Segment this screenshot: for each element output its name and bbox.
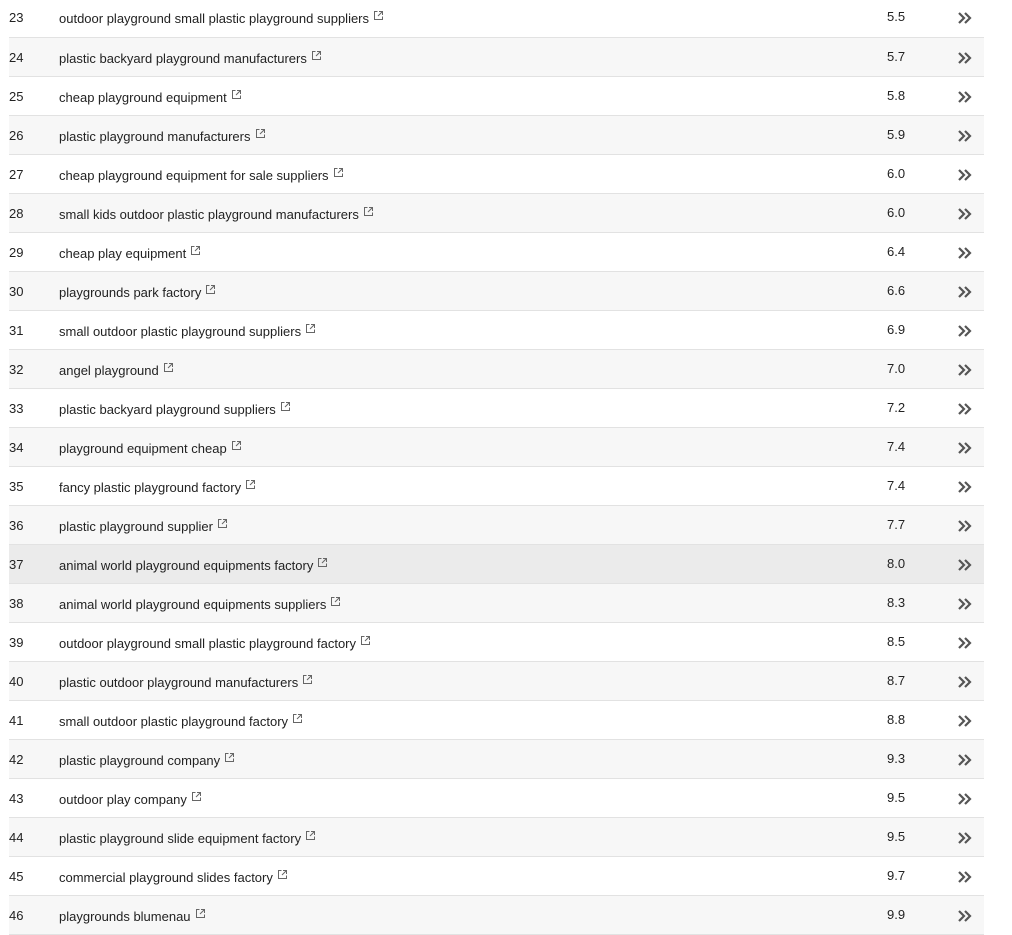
score-value: 9.7 [887,868,906,883]
double-chevron-right-icon[interactable] [957,597,973,611]
score-value: 9.5 [887,790,906,805]
keyword-text: small outdoor plastic playground suppliers [59,324,302,339]
table-row [9,155,984,194]
external-link-icon[interactable] [281,402,290,411]
keyword-text: plastic backyard playground manufacturers [59,51,307,66]
keyword-text: playgrounds blumenau [59,909,191,924]
keyword-text: outdoor playground small plastic playground factory [59,636,357,651]
double-chevron-right-icon[interactable] [957,675,973,689]
rank-number: 46 [9,908,24,923]
keyword-link[interactable] [59,636,370,651]
double-chevron-right-icon[interactable] [957,402,973,416]
double-chevron-right-icon[interactable] [957,363,973,377]
double-chevron-right-icon[interactable] [957,792,973,806]
double-chevron-right-icon[interactable] [957,831,973,845]
keyword-text: plastic playground company [59,753,221,768]
score-value: 7.7 [887,517,906,532]
external-link-icon[interactable] [361,636,370,645]
rank-number: 26 [9,128,24,143]
table-row [9,779,984,818]
external-link-icon[interactable] [293,714,302,723]
external-link-icon[interactable] [318,558,327,567]
score-value: 9.9 [887,907,906,922]
score-value: 6.0 [887,205,906,220]
rank-number: 24 [9,50,24,65]
table-row [9,0,984,38]
rank-number: 39 [9,635,24,650]
keyword-link[interactable] [59,324,315,339]
rank-number: 43 [9,791,24,806]
double-chevron-right-icon[interactable] [957,558,973,572]
score-value: 7.2 [887,400,906,415]
external-link-icon[interactable] [218,519,227,528]
double-chevron-right-icon[interactable] [957,909,973,923]
keyword-link[interactable] [59,753,234,768]
score-value: 8.0 [887,556,906,571]
keyword-link[interactable] [59,597,340,612]
external-link-icon[interactable] [312,51,321,60]
rank-number: 34 [9,440,24,455]
rank-number: 40 [9,674,24,689]
double-chevron-right-icon[interactable] [957,480,973,494]
rank-number: 25 [9,89,24,104]
keyword-text: small kids outdoor plastic playground manufacturers [59,207,359,222]
external-link-icon[interactable] [206,285,215,294]
table-row [9,38,984,77]
rank-number: 28 [9,206,24,221]
table-row [9,584,984,623]
double-chevron-right-icon[interactable] [957,285,973,299]
score-value: 9.5 [887,829,906,844]
keyword-link[interactable] [59,363,173,378]
keyword-text: plastic playground slide equipment factory [59,831,302,846]
external-link-icon[interactable] [306,324,315,333]
score-value: 6.4 [887,244,906,259]
keyword-link[interactable] [59,129,265,144]
keyword-link[interactable] [59,168,343,183]
keyword-text: animal world playground equipments factory [59,558,314,573]
rank-number: 32 [9,362,24,377]
double-chevron-right-icon[interactable] [957,207,973,221]
score-value: 7.0 [887,361,906,376]
rank-number: 31 [9,323,24,338]
score-value: 6.9 [887,322,906,337]
external-link-icon[interactable] [256,129,265,138]
keyword-text: small outdoor plastic playground factory [59,714,289,729]
keyword-text: plastic outdoor playground manufacturers [59,675,299,690]
keyword-link[interactable] [59,870,287,885]
double-chevron-right-icon[interactable] [957,129,973,143]
table-row [9,623,984,662]
keyword-link[interactable] [59,558,327,573]
rank-number: 30 [9,284,24,299]
keyword-link[interactable] [59,90,241,105]
table-row [9,818,984,857]
external-link-icon[interactable] [232,90,241,99]
double-chevron-right-icon[interactable] [957,753,973,767]
score-value: 5.7 [887,49,906,64]
score-value: 7.4 [887,478,906,493]
double-chevron-right-icon[interactable] [957,246,973,260]
rank-number: 41 [9,713,24,728]
external-link-icon[interactable] [192,792,201,801]
keyword-link[interactable] [59,402,290,417]
keyword-link[interactable] [59,714,302,729]
keyword-link[interactable] [59,675,312,690]
double-chevron-right-icon[interactable] [957,324,973,338]
keyword-link[interactable] [59,246,200,261]
rank-number: 36 [9,518,24,533]
keyword-text: cheap playground equipment for sale suppliers [59,168,329,183]
external-link-icon[interactable] [306,831,315,840]
keyword-link[interactable] [59,909,205,924]
keyword-text: cheap playground equipment [59,90,227,105]
external-link-icon[interactable] [225,753,234,762]
keyword-link[interactable] [59,480,255,495]
double-chevron-right-icon[interactable] [957,90,973,104]
keyword-text: playground equipment cheap [59,441,227,456]
rank-number: 23 [9,10,24,25]
rank-number: 33 [9,401,24,416]
external-link-icon[interactable] [196,909,205,918]
table-row [9,194,984,233]
keyword-text: playgrounds park factory [59,285,202,300]
rank-number: 27 [9,167,24,182]
table-row [9,857,984,896]
external-link-icon[interactable] [331,597,340,606]
rank-number: 45 [9,869,24,884]
keyword-link[interactable] [59,207,373,222]
rank-number: 42 [9,752,24,767]
score-value: 8.8 [887,712,906,727]
keyword-text: plastic playground supplier [59,519,213,534]
keyword-text: outdoor play company [59,792,187,807]
keyword-link[interactable] [59,792,201,807]
external-link-icon[interactable] [164,363,173,372]
double-chevron-right-icon[interactable] [957,168,973,182]
external-link-icon[interactable] [246,480,255,489]
table-row [9,545,984,584]
keyword-text: cheap play equipment [59,246,187,261]
external-link-icon[interactable] [303,675,312,684]
keyword-link[interactable] [59,831,315,846]
double-chevron-right-icon[interactable] [957,11,973,25]
rank-number: 35 [9,479,24,494]
keyword-text: animal world playground equipments suppliers [59,597,327,612]
table-row [9,428,984,467]
table-row [9,740,984,779]
double-chevron-right-icon[interactable] [957,519,973,533]
external-link-icon[interactable] [374,11,383,20]
keyword-text: fancy plastic playground factory [59,480,242,495]
keyword-text: plastic playground manufacturers [59,129,251,144]
keyword-text: outdoor playground small plastic playground suppliers [59,11,370,26]
table-row [9,116,984,155]
rank-number: 44 [9,830,24,845]
keyword-text: commercial playground slides factory [59,870,273,885]
score-value: 8.7 [887,673,906,688]
score-value: 9.3 [887,751,906,766]
table-row [9,389,984,428]
table-row [9,662,984,701]
double-chevron-right-icon[interactable] [957,441,973,455]
keyword-text: plastic backyard playground suppliers [59,402,276,417]
double-chevron-right-icon[interactable] [957,714,973,728]
keyword-table [9,0,984,935]
double-chevron-right-icon[interactable] [957,51,973,65]
external-link-icon[interactable] [278,870,287,879]
table-row [9,896,984,935]
external-link-icon[interactable] [364,207,373,216]
table-row [9,311,984,350]
table-row [9,701,984,740]
table-row [9,77,984,116]
score-value: 8.5 [887,634,906,649]
score-value: 6.6 [887,283,906,298]
score-value: 5.8 [887,88,906,103]
double-chevron-right-icon[interactable] [957,636,973,650]
keyword-link[interactable] [59,519,227,534]
keyword-link[interactable] [59,285,215,300]
score-value: 7.4 [887,439,906,454]
score-value: 5.5 [887,9,906,24]
keyword-link[interactable] [59,441,241,456]
table-row [9,467,984,506]
table-row [9,506,984,545]
rank-number: 37 [9,557,24,572]
keyword-link[interactable] [59,11,383,26]
table-row [9,233,984,272]
external-link-icon[interactable] [232,441,241,450]
score-value: 6.0 [887,166,906,181]
keyword-text: angel playground [59,363,159,378]
table-row [9,350,984,389]
table-row [9,272,984,311]
external-link-icon[interactable] [191,246,200,255]
rank-number: 38 [9,596,24,611]
score-value: 5.9 [887,127,906,142]
keyword-link[interactable] [59,51,321,66]
score-value: 8.3 [887,595,906,610]
rank-number: 29 [9,245,24,260]
external-link-icon[interactable] [334,168,343,177]
double-chevron-right-icon[interactable] [957,870,973,884]
